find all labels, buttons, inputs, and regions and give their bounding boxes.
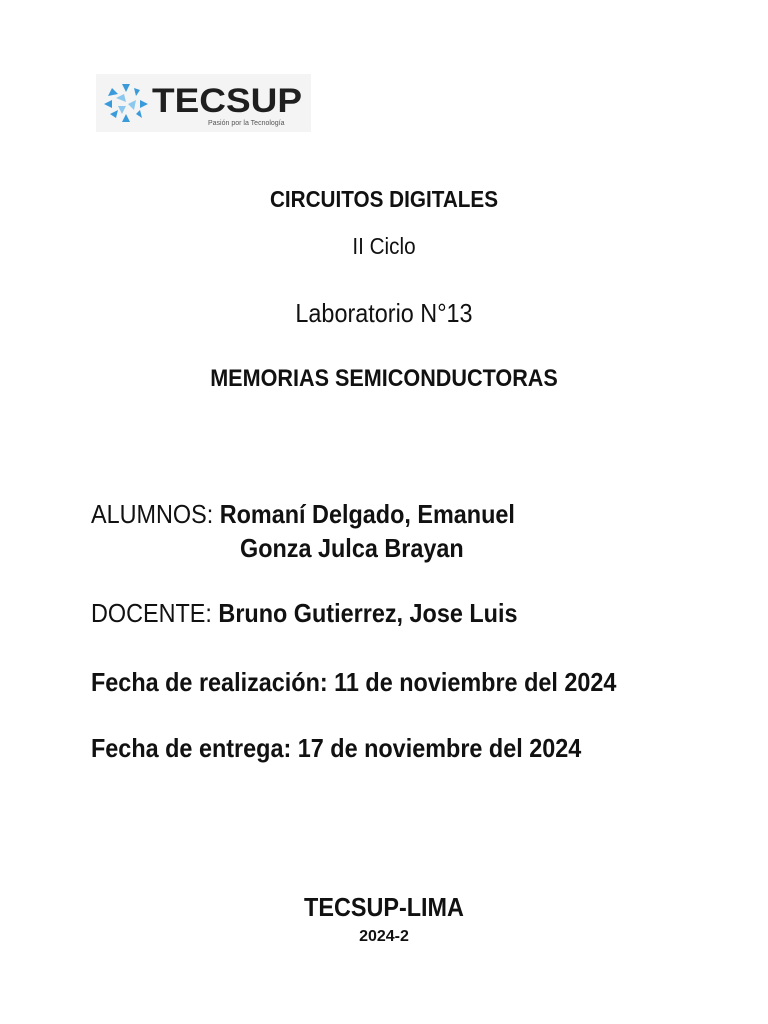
student-2: Gonza Julca Brayan (240, 533, 464, 563)
teacher-line (91, 598, 517, 629)
date-delivery: Fecha de entrega: 17 de noviembre del 2024 (91, 733, 582, 763)
teacher-name: Bruno Gutierrez, Jose Luis (218, 598, 518, 628)
teacher-label: DOCENTE: (91, 598, 212, 628)
institution-name: TECSUP-LIMA (304, 892, 464, 922)
course-title: CIRCUITOS DIGITALES (269, 186, 499, 212)
lab-topic: MEMORIAS SEMICONDUCTORAS (210, 365, 558, 392)
students-line (91, 499, 515, 530)
student-1: Romaní Delgado, Emanuel (219, 499, 515, 529)
logo-tagline: Pasión por la Tecnología (208, 120, 285, 127)
cycle-label: II Ciclo (352, 233, 416, 259)
date-done: Fecha de realización: 11 de noviembre del 2024 (91, 667, 617, 697)
academic-period: 2024-2 (359, 928, 409, 945)
logo-wordmark: TECSUP (152, 82, 302, 120)
tecsup-logo (96, 74, 311, 132)
students-label: ALUMNOS: (91, 499, 214, 529)
tecsup-logo-mark (96, 74, 311, 132)
lab-number: Laboratorio N°13 (295, 298, 473, 328)
